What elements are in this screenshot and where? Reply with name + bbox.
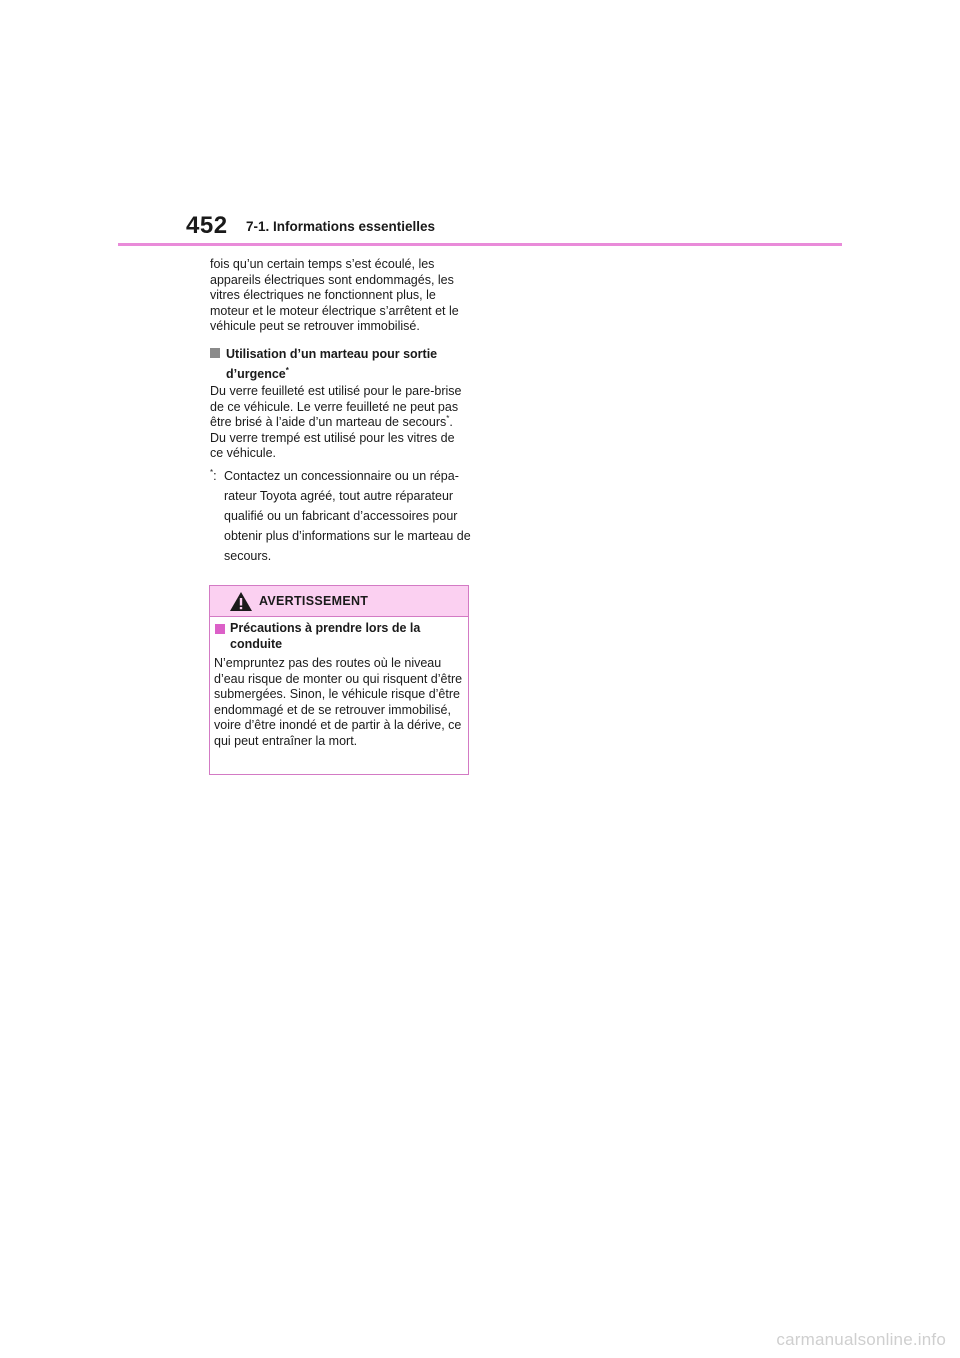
header-rule — [118, 243, 842, 246]
warning-title: AVERTISSEMENT — [259, 594, 369, 608]
hammer-heading-line2-wrap — [226, 364, 470, 384]
hammer-heading-line2: d’urgence — [226, 367, 286, 381]
footnote-marker: * — [285, 365, 289, 375]
warning-box — [209, 585, 469, 775]
hammer-heading-line1: Utilisation d’un marteau pour sortie — [226, 347, 438, 361]
square-bullet-icon — [215, 624, 225, 634]
intro-text: fois qu’un certain temps s’est écoulé, les appareils électriques sont endommagés, les vitres électriques ne fonctionnent plus, le moteur et le moteur électrique s’arrêtent et le véhicule peut se retrouver immobilisé. — [210, 257, 459, 333]
page-number: 452 — [186, 212, 228, 239]
intro-paragraph — [210, 257, 468, 335]
hammer-body-text — [210, 384, 468, 462]
square-bullet-icon — [210, 348, 220, 358]
hammer-heading — [210, 344, 470, 384]
footnote-text: Contactez un concessionnaire ou un réparateur Toyota agréé, tout autre réparateur qualifié ou un fabricant d’accessoires pour obtenir plus d’informations sur le marteau de secours. — [224, 469, 471, 563]
section-title: 7-1. Informations essentielles — [246, 219, 436, 234]
warning-body: N’empruntez pas des routes où le niveau d’eau risque de monter ou qui risquent d’être submergées. Sinon, le véhicule risque d’être endommagé et de se retrouver immobilisé, voire d’être inondé et de partir à la dérive, ce qui peut entraîner la mort. — [214, 656, 463, 748]
hammer-body-part2: . Du verre trempé est utilisé pour les vitres de ce véhicule. — [210, 415, 455, 460]
warning-subheading-text: Précautions à prendre lors de la conduite — [230, 621, 421, 651]
footnote-mark — [210, 466, 217, 486]
footnote-marker: * — [210, 467, 214, 477]
warning-triangle-icon — [229, 591, 253, 612]
warning-subheading — [214, 621, 464, 652]
footnote-colon: : — [213, 469, 217, 483]
warning-header — [210, 586, 468, 617]
hammer-body — [210, 384, 468, 462]
footnote-marker: * — [446, 413, 450, 423]
footer-brand: carmanualsonline.info — [776, 1330, 946, 1349]
footnote — [210, 466, 472, 566]
hammer-body-part1: Du verre feuilleté est utilisé pour le pare-brise de ce véhicule. Le verre feuilleté ne peut pas être brisé à l’aide d’un marteau de secours — [210, 384, 462, 429]
